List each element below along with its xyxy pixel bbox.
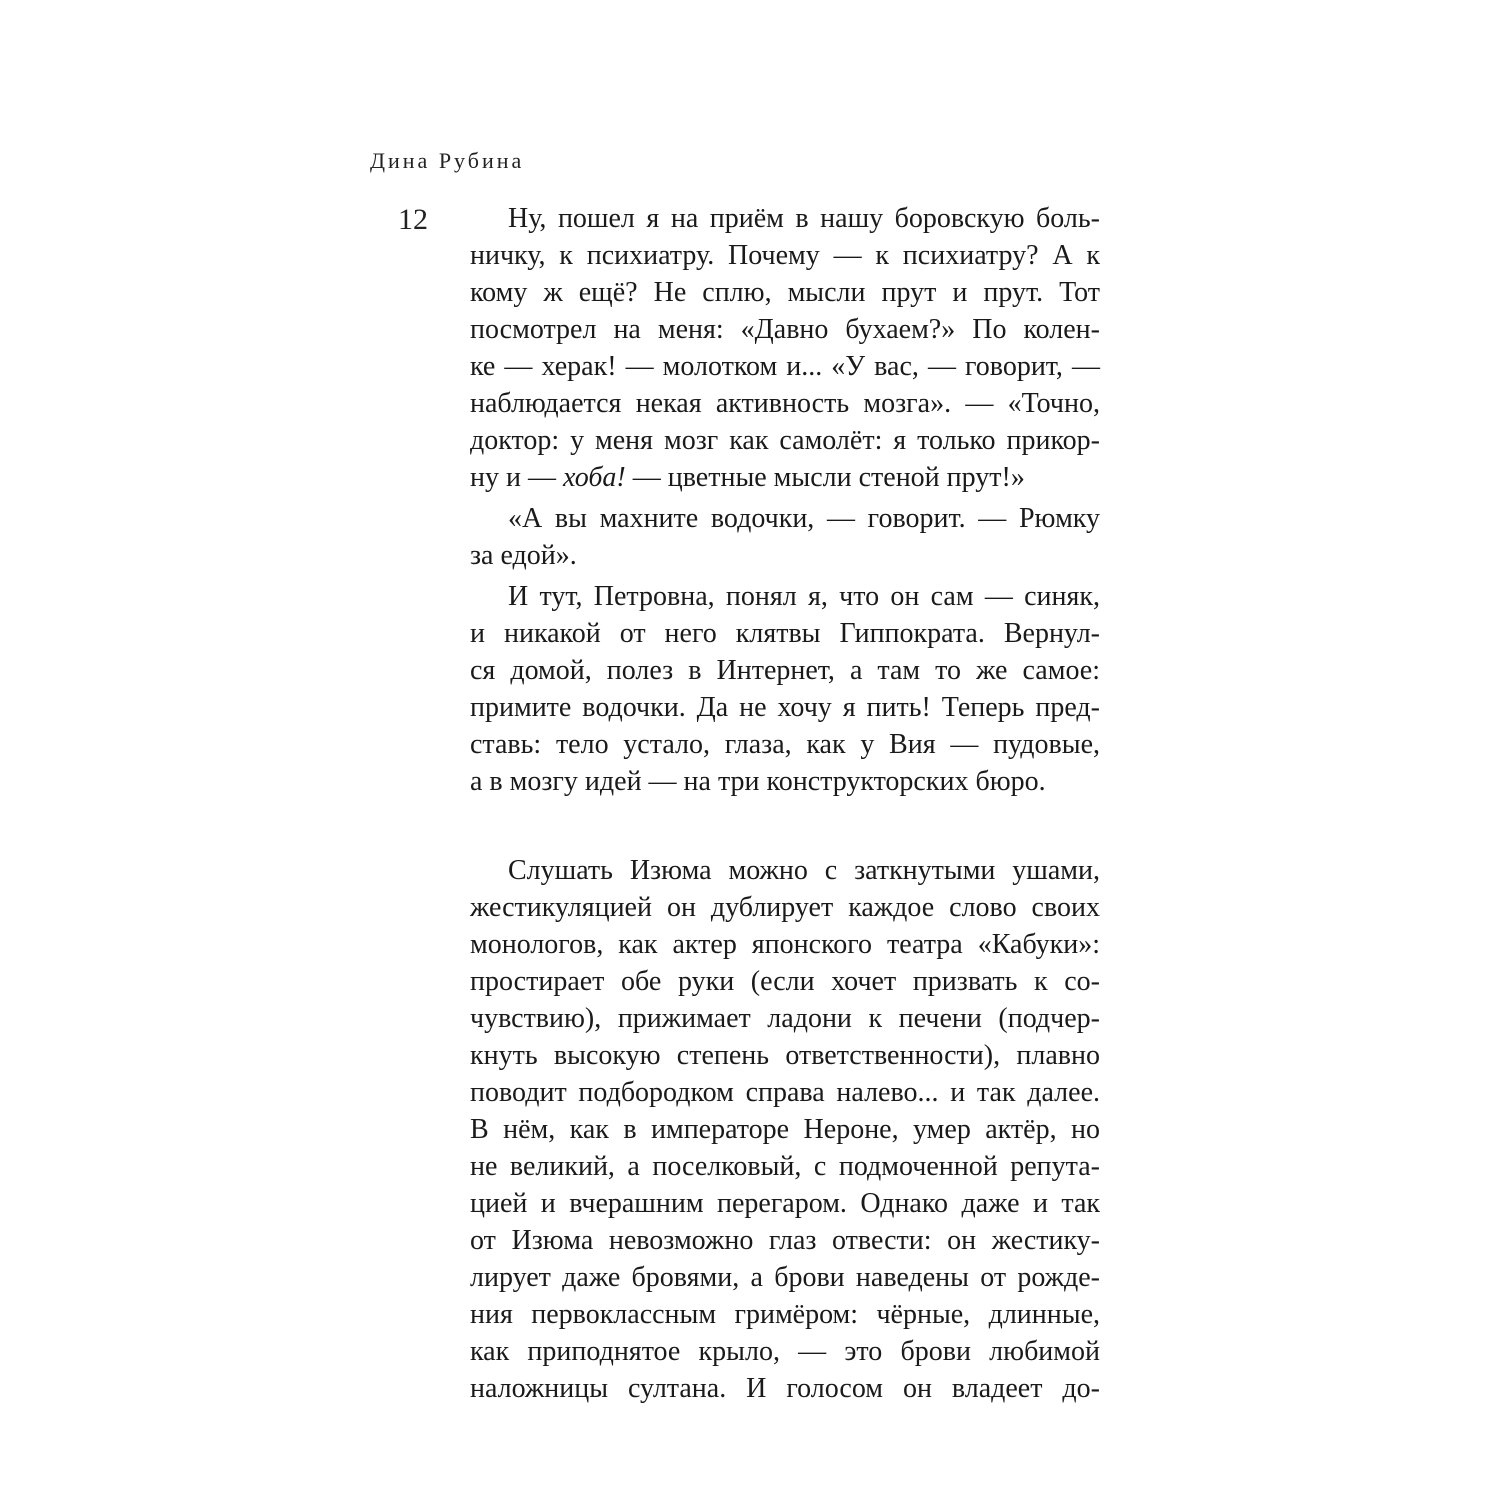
text-fragment: — цветные мысли стеной прут!» (625, 462, 1025, 493)
text-line: поводит подбородком справа налево... и так далее. (470, 1077, 1100, 1108)
text-line: цией и вчерашним перегаром. Однако даже и так (470, 1188, 1100, 1219)
paragraph (470, 852, 1100, 1407)
text-line: ния первоклассным гримёром: чёрные, длинные, (470, 1299, 1100, 1330)
text-line: как приподнятое крыло, — это брови любимой (470, 1336, 1100, 1367)
text-line: монологов, как актер японского театра «Кабуки»: (470, 929, 1100, 960)
text-line: посмотрел на меня: «Давно бухаем?» По колен- (470, 314, 1100, 345)
text-line: Ну, пошел я на приём в нашу боровскую боль- (508, 203, 1100, 234)
text-line: В нём, как в императоре Нероне, умер актёр, но (470, 1114, 1100, 1145)
text-line: и никакой от него клятвы Гиппократа. Вернул- (470, 618, 1100, 649)
paragraph (470, 500, 1100, 574)
text-line: ся домой, полез в Интернет, а там то же самое: (470, 655, 1100, 686)
text-line: не великий, а поселковый, с подмоченной репута- (470, 1151, 1100, 1182)
text-line: наблюдается некая активность мозга». — «Точно, (470, 388, 1100, 419)
text-line: от Изюма невозможно глаз отвести: он жестику- (470, 1225, 1100, 1256)
text-line: «А вы махните водочки, — говорит. — Рюмку (508, 503, 1100, 534)
text-fragment: ну и — (470, 462, 563, 493)
text-line: кому ж ещё? Не сплю, мысли прут и прут. Тот (470, 277, 1100, 308)
text-line (470, 459, 1100, 496)
text-line: Слушать Изюма можно с заткнутыми ушами, (508, 855, 1100, 886)
text-line: наложницы султана. И голосом он владеет до- (470, 1373, 1100, 1404)
page-number: 12 (398, 203, 428, 236)
text-line: примите водочки. Да не хочу я пить! Теперь пред- (470, 692, 1100, 723)
paragraph (470, 578, 1100, 800)
text-line: чувствию), прижимает ладони к печени (подчер- (470, 1003, 1100, 1034)
italic-text: хоба! (562, 462, 626, 493)
paragraph (470, 200, 1100, 496)
text-line: жестикуляцией он дублирует каждое слово своих (470, 892, 1100, 923)
text-line: простирает обе руки (если хочет призвать к со- (470, 966, 1100, 997)
text-line: а в мозгу идей — на три конструкторских бюро. (470, 766, 1046, 797)
running-head: Дина Рубина (370, 148, 525, 173)
text-line: лирует даже бровями, а брови наведены от рожде- (470, 1262, 1100, 1293)
text-line: ставь: тело устало, глаза, как у Вия — пудовые, (470, 729, 1100, 760)
text-block (470, 200, 1100, 1407)
text-line: за едой». (470, 540, 577, 571)
text-line: кнуть высокую степень ответственности), плавно (470, 1040, 1100, 1071)
text-line: ке — херак! — молотком и... «У вас, — говорит, — (470, 351, 1100, 382)
text-line: доктор: у меня мозг как самолёт: я только прикор- (470, 425, 1100, 456)
text-line: И тут, Петровна, понял я, что он сам — синяк, (508, 581, 1100, 612)
text-line: ничку, к психиатру. Почему — к психиатру? А к (470, 240, 1100, 271)
